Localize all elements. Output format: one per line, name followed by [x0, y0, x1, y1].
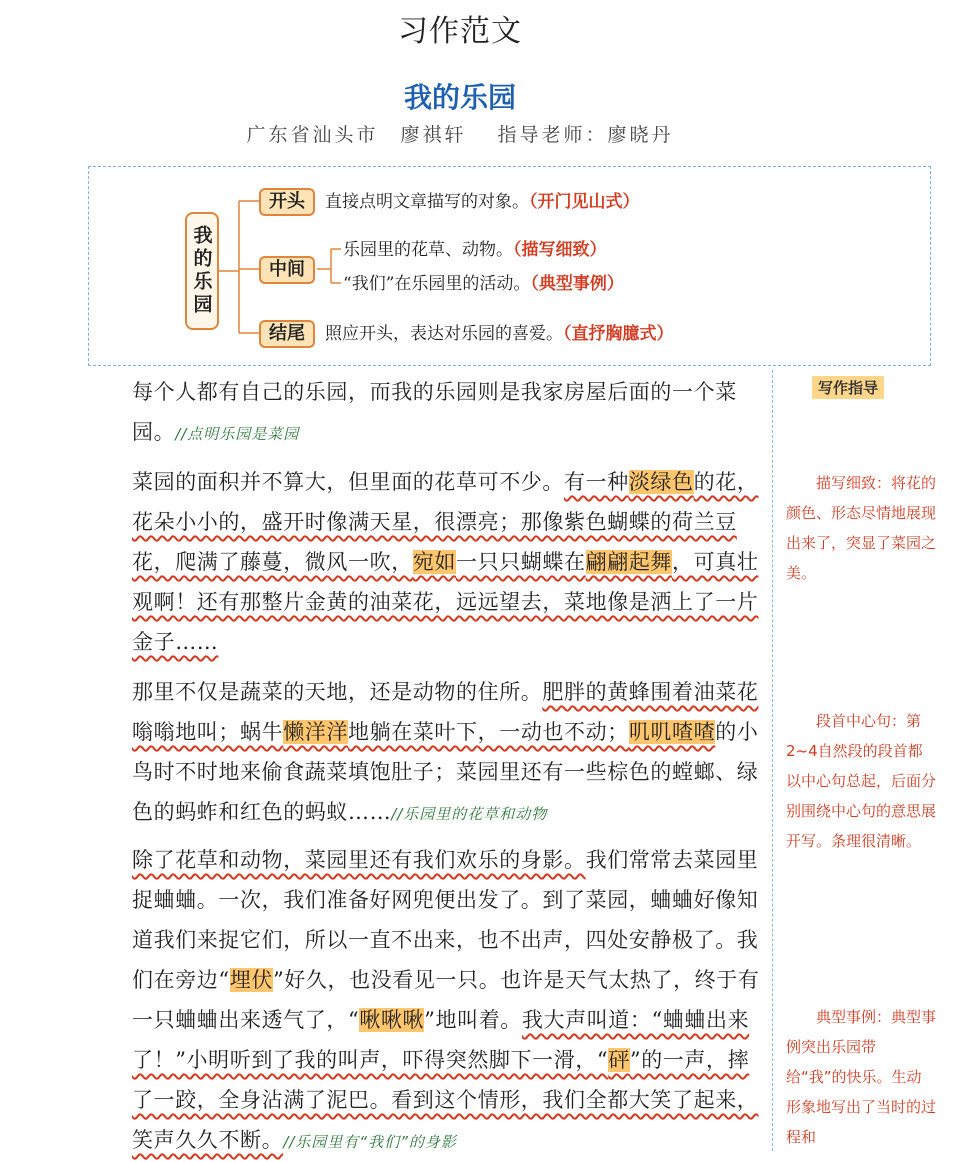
guide-note-3 [786, 1002, 936, 1152]
guide-note-2 [786, 706, 936, 856]
paragraph-1 [90, 372, 762, 454]
highlight-jiji: 叽叽喳喳 [628, 720, 716, 744]
highlight-maifu: 埋伏 [229, 968, 273, 992]
outline-middle-item-2 [343, 272, 624, 296]
ending-text: 照应开头，表达对乐园的喜爱。 [325, 324, 563, 344]
middle-item-2-tag: （典型事例） [530, 274, 624, 294]
p3-detail-1: 肥胖的黄蜂围着油菜花嗡嗡地叫；蜗牛 [132, 680, 759, 744]
opening-text: 直接点明文章描写的对象。 [325, 192, 529, 212]
p4-note: //乐园里有“我们”的身影 [283, 1133, 457, 1151]
header-title: 习作范文 [398, 14, 522, 49]
outline-node-ending: 结尾 [259, 320, 315, 348]
guide-note-1-text: 描写细致：将花的颜色、形态尽情地展现出来了，突显了菜园之美。 [786, 474, 937, 582]
paragraph-3 [90, 672, 762, 834]
p4-text-1: 我们常常去菜园里捉蛐蛐。一次，我们准备好网兜便出发了。到了菜园，蛐蛐好像知道我们来捉它们，所以一直不出来，也不出声，四处安静极了。我们在旁边“ [132, 848, 759, 992]
guide-note-2-text: 段首中心句：第2~4自然段的段首都以中心句总起，后面分别围绕中心句的意思展开写。条理很清晰。 [786, 712, 937, 850]
main-bracket [219, 201, 259, 333]
writing-guide-title: 写作指导 [812, 376, 884, 399]
highlight-lanyangyang: 懒洋洋 [283, 720, 349, 744]
p4-detail-2: ”的一声，摔了一跤，全身沾满了泥巴。看到这个情形，我们全都大笑了起来，笑声久久不断。 [132, 1048, 759, 1152]
p2-topic-sentence: 菜园的面积并不算大，但里面的花草可不少。 [132, 470, 564, 494]
outline-middle-item-1 [343, 238, 607, 262]
author-line: 广东省汕头市 廖祺轩 [246, 124, 467, 146]
guide-note-1 [786, 468, 936, 588]
p2-detail [132, 470, 758, 654]
p3-note: //乐园里的花草和动物 [391, 805, 548, 823]
p2-detail-2: 的花，花朵小小的，盛开时像满天星，很漂亮；那像紫色蝴蝶的荷兰豆花，爬满了藤蔓，微风一吹， [132, 470, 759, 574]
highlight-pianpian: 翩翩起舞 [585, 550, 673, 574]
teacher-line: 指导老师：廖晓丹 [497, 124, 674, 146]
p2-detail-1: 有一种 [564, 470, 629, 494]
highlight-light-green: 淡绿色 [628, 470, 694, 494]
outline-node-middle: 中间 [259, 256, 315, 284]
p3-topic-sentence: 那里不仅是蔬菜的天地，还是动物的住所。 [132, 680, 543, 704]
p4-text-2: ”好久，也没看见一只。也许是天气太热了，终于有一只蛐蛐出来透气了，“ [132, 968, 760, 1032]
middle-item-2-text: “我们”在乐园里的活动。 [343, 274, 531, 294]
p1-text: 每个人都有自己的乐园，而我的乐园则是我家房屋后面的一个菜园。 [132, 380, 737, 444]
essay-title: 我的乐园 [403, 81, 516, 114]
middle-item-1-text: 乐园里的花草、动物。 [343, 240, 513, 260]
column-divider [772, 370, 773, 1151]
paragraph-2 [90, 462, 762, 662]
highlight-jiujiu: 啾啾啾 [359, 1008, 425, 1032]
p4-text-3: ”地叫着。 [424, 1008, 522, 1032]
outline-root-label: 我的乐园 [190, 225, 213, 317]
structure-outline [88, 166, 931, 366]
p4-detail-1: 我大声叫道：“蛐蛐出来了！”小明听到了我的叫声，吓得突然脚下一滑，“ [132, 1008, 750, 1072]
middle-item-1-tag: （描写细致） [513, 240, 607, 260]
highlight-peng: 砰 [608, 1048, 630, 1072]
byline [0, 120, 920, 147]
ending-tag: （直抒胸臆式） [563, 324, 674, 344]
outline-opening-text [325, 190, 640, 214]
opening-tag: （开门见山式） [529, 192, 640, 212]
p3-detail-2: 地躺在菜叶下，一动也不动； [348, 720, 629, 744]
outline-ending-text [325, 322, 674, 346]
outline-node-opening: 开头 [259, 188, 315, 216]
p1-note: //点明乐园是菜园 [175, 425, 300, 443]
p2-detail-3: 一只只蝴蝶在 [456, 550, 586, 574]
guide-note-3-text: 典型事例：典型事例突出乐园带给“我”的快乐。生动形象地写出了当时的过程和 [786, 1008, 937, 1146]
paragraph-4 [90, 840, 762, 1162]
p2-detail-4: ，可真壮观啊！还有那整片金黄的油菜花，远远望去，菜地像是洒上了一片金子…… [132, 550, 759, 654]
p4-topic-sentence: 除了花草和动物，菜园里还有我们欢乐的身影。 [132, 848, 586, 872]
middle-bracket [317, 249, 341, 283]
p3-detail-3: 的小鸟时不时地来偷食蔬菜填饱肚子；菜园里还有一些棕色的螳螂、绿色的蚂蚱和红色的蚂蚁…… [132, 720, 759, 824]
highlight-wanru: 宛如 [412, 550, 457, 574]
